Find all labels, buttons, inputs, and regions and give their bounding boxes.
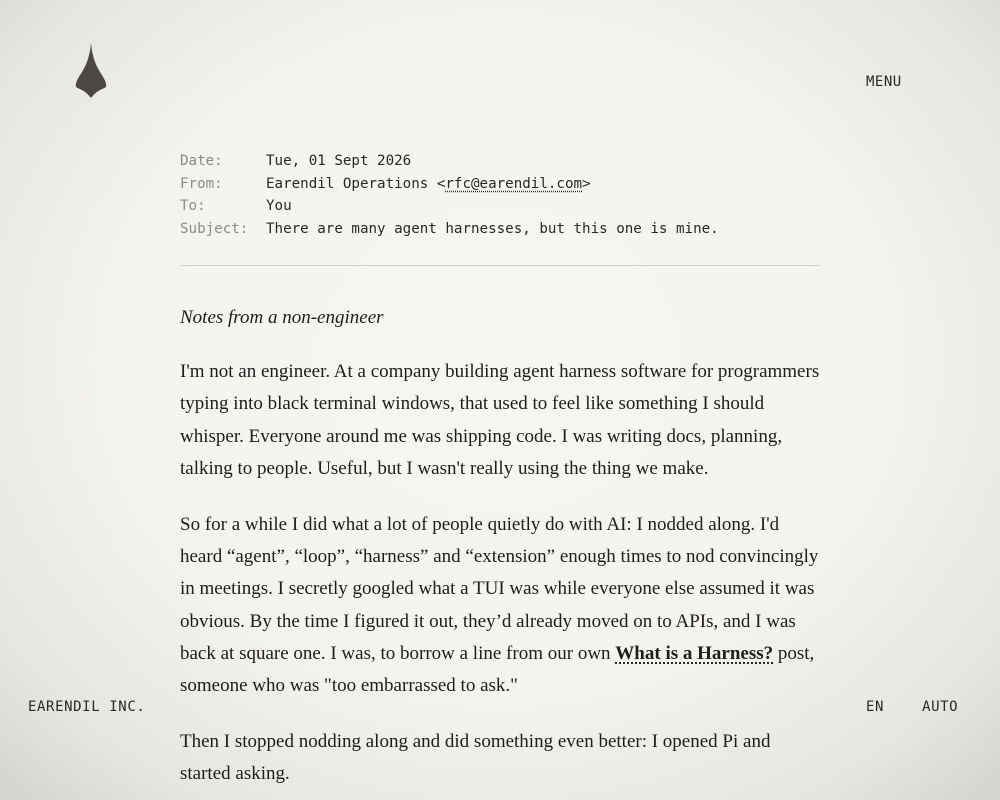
from-value bbox=[266, 173, 591, 196]
from-email-link[interactable]: rfc@earendil.com bbox=[445, 175, 583, 192]
language-toggle[interactable]: EN bbox=[866, 699, 885, 715]
from-row bbox=[180, 173, 820, 196]
harness-post-link[interactable]: What is a Harness? bbox=[615, 642, 774, 664]
company-name[interactable]: EARENDIL INC. bbox=[28, 699, 146, 715]
subject-label: Subject: bbox=[180, 221, 249, 238]
paragraph-2 bbox=[180, 509, 825, 702]
date-label: Date: bbox=[180, 153, 223, 169]
header-divider bbox=[180, 265, 820, 266]
to-value: You bbox=[266, 198, 292, 215]
sail-icon[interactable] bbox=[74, 42, 108, 98]
from-close: > bbox=[582, 175, 591, 192]
article-body bbox=[180, 302, 825, 800]
paragraph-2-text-end: post, someone who was "too embarrassed to ask." bbox=[180, 642, 815, 697]
paragraph-2-text-start: So for a while I did what a lot of people quietly do with AI: I nodded along. I'd heard “agent”, “loop”, “harness” and “extension” enough times to nod convincingly in meetings. I secretly googled what a TUI was while everyone else assumed it was obvious. By the time I figured it out, they’d already moved on to APIs, and I was back at square one. I was, to borrow a line from our own bbox=[180, 514, 819, 664]
article-subtitle: Notes from a non-engineer bbox=[180, 307, 384, 328]
date-value: Tue, 01 Sept 2026 bbox=[266, 153, 412, 169]
from-label: From: bbox=[180, 175, 223, 192]
date-row bbox=[180, 150, 820, 173]
theme-toggle[interactable]: AUTO bbox=[922, 699, 959, 715]
paragraph-3: Then I stopped nodding along and did something even better: I opened Pi and started asking. bbox=[180, 731, 771, 785]
email-header bbox=[180, 150, 820, 241]
subject-row bbox=[180, 218, 820, 241]
footer-controls bbox=[866, 699, 958, 715]
menu-button[interactable]: MENU bbox=[866, 74, 902, 90]
subject-value: There are many agent harnesses, but this one is mine. bbox=[266, 221, 719, 238]
to-row bbox=[180, 195, 820, 218]
paragraph-1: I'm not an engineer. At a company building agent harness software for programmers typing into black terminal windows, that used to feel like something I should whisper. Everyone around me was shipping code. I was writing docs, planning, talking to people. Useful, but I wasn't really using the thing we make. bbox=[180, 361, 820, 479]
to-label: To: bbox=[180, 198, 206, 215]
from-name: Earendil Operations < bbox=[266, 175, 446, 192]
